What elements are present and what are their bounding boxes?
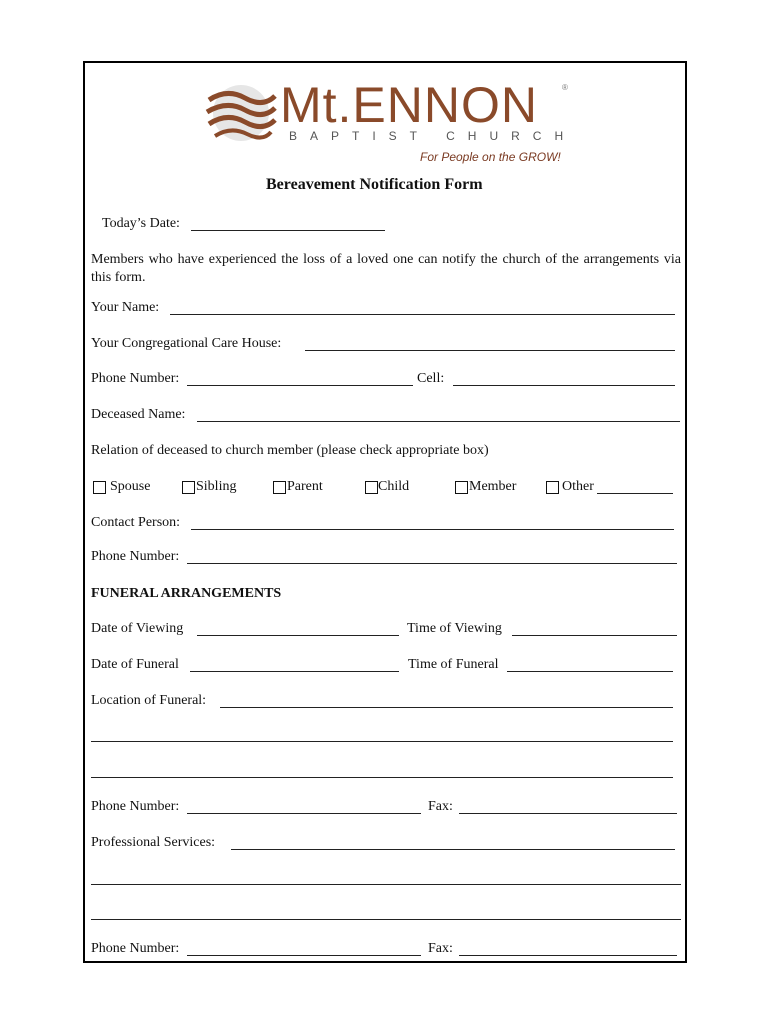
location-funeral-field-line-3[interactable] (91, 777, 673, 778)
other-checkbox[interactable] (546, 481, 559, 494)
location-funeral-label: Location of Funeral: (91, 693, 207, 708)
todays-date-field[interactable] (191, 230, 385, 231)
professional-services-field-line-2[interactable] (91, 884, 681, 885)
professional-phone-field[interactable] (187, 955, 421, 956)
funeral-phone-label: Phone Number: (91, 799, 180, 814)
professional-fax-field[interactable] (459, 955, 677, 956)
form-title: Bereavement Notification Form (266, 176, 483, 193)
form-page (83, 61, 687, 963)
date-funeral-label: Date of Funeral (91, 657, 179, 672)
registered-mark: ® (562, 83, 568, 92)
phone-label: Phone Number: (91, 371, 180, 386)
professional-services-label: Professional Services: (91, 835, 216, 850)
date-funeral-field[interactable] (190, 671, 399, 672)
contact-phone-field[interactable] (187, 563, 677, 564)
care-house-label: Your Congregational Care House: (91, 336, 282, 351)
contact-person-field[interactable] (191, 529, 674, 530)
time-viewing-field[interactable] (512, 635, 677, 636)
sibling-label: Sibling (196, 479, 237, 494)
funeral-fax-field[interactable] (459, 813, 677, 814)
contact-person-label: Contact Person: (91, 515, 181, 530)
funeral-arrangements-heading: FUNERAL ARRANGEMENTS (91, 586, 282, 601)
cell-label: Cell: (417, 371, 445, 386)
spouse-label: Spouse (110, 479, 151, 494)
deceased-name-field[interactable] (197, 421, 680, 422)
todays-date-label: Today’s Date: (102, 216, 180, 231)
location-funeral-field[interactable] (220, 707, 673, 708)
sibling-checkbox[interactable] (182, 481, 195, 494)
cell-field[interactable] (453, 385, 675, 386)
date-viewing-label: Date of Viewing (91, 621, 184, 636)
church-name: Mt.ENNON (280, 77, 538, 133)
church-tagline: For People on the GROW! (420, 150, 561, 164)
church-subtitle: BAPTIST CHURCH (289, 129, 577, 143)
funeral-fax-label: Fax: (428, 799, 453, 814)
professional-services-field[interactable] (231, 849, 675, 850)
wave-emblem-icon (205, 78, 277, 148)
relation-label: Relation of deceased to church member (please check appropriate box) (91, 443, 489, 458)
parent-label: Parent (287, 479, 323, 494)
time-funeral-field[interactable] (507, 671, 673, 672)
time-funeral-label: Time of Funeral (408, 657, 499, 672)
professional-phone-label: Phone Number: (91, 941, 180, 956)
date-viewing-field[interactable] (197, 635, 399, 636)
other-label: Other (562, 479, 594, 494)
location-funeral-field-line-2[interactable] (91, 741, 673, 742)
member-checkbox[interactable] (455, 481, 468, 494)
time-viewing-label: Time of Viewing (407, 621, 502, 636)
professional-fax-label: Fax: (428, 941, 453, 956)
deceased-name-label: Deceased Name: (91, 407, 186, 422)
contact-phone-label: Phone Number: (91, 549, 180, 564)
parent-checkbox[interactable] (273, 481, 286, 494)
professional-services-field-line-3[interactable] (91, 919, 681, 920)
intro-text: Members who have experienced the loss of a loved one can notify the church of the arrangements via this form. (91, 252, 681, 285)
funeral-phone-field[interactable] (187, 813, 421, 814)
child-checkbox[interactable] (365, 481, 378, 494)
child-label: Child (378, 479, 410, 494)
phone-field[interactable] (187, 385, 413, 386)
other-field[interactable] (597, 493, 673, 494)
member-label: Member (469, 479, 517, 494)
care-house-field[interactable] (305, 350, 675, 351)
your-name-label: Your Name: (91, 300, 160, 315)
your-name-field[interactable] (170, 314, 675, 315)
spouse-checkbox[interactable] (93, 481, 106, 494)
